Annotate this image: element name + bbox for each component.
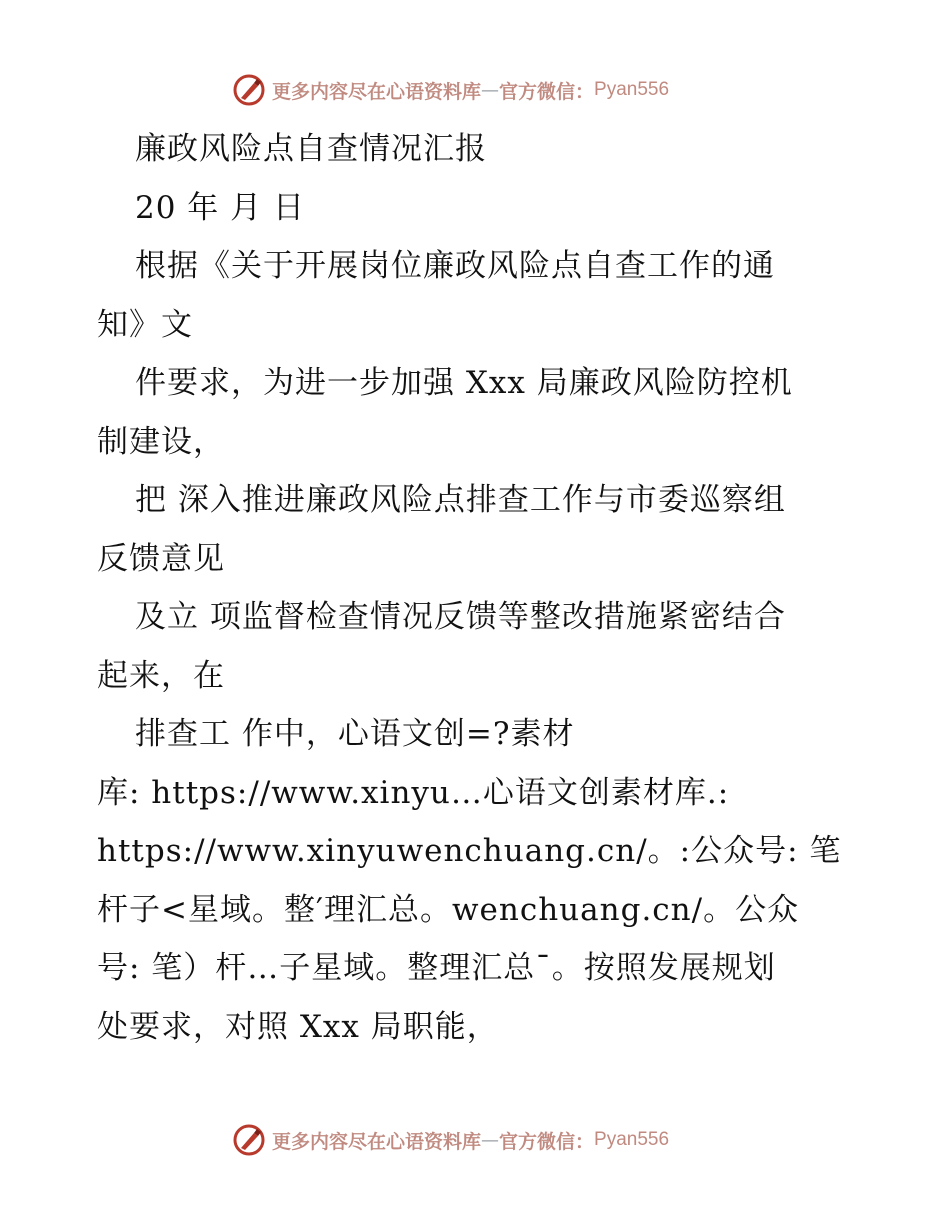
paragraph-line: 及立 项监督检查情况反馈等整改措施紧密结合 (135, 599, 786, 635)
watermark-separator: — (481, 79, 500, 101)
paragraph-line: 号: 笔）杆…子星域。整理汇总¯。按照发展规划 (97, 950, 776, 986)
paragraph-line: 根据《关于开展岗位廉政风险点自查工作的通 (135, 248, 775, 284)
watermark-separator: — (481, 1129, 500, 1151)
paragraph-line: 库: https://www.xinyu…心语文创素材库.: (97, 774, 730, 811)
pen-circle-logo-icon (232, 1123, 266, 1157)
watermark-text: 更多内容尽在心语资料库 (272, 1130, 482, 1153)
document-title: 廉政风险点自查情况汇报 (135, 131, 487, 167)
paragraph-line: 起来，在 (97, 657, 225, 694)
paragraph-line: https://www.xinyuwenchuang.cn/。:公众号: 笔 (97, 833, 842, 869)
watermark-wechat-label: 官方微信： (499, 1130, 595, 1153)
watermark-text: 更多内容尽在心语资料库 (272, 80, 482, 103)
footer-watermark-banner (232, 1122, 669, 1158)
paragraph-line: 排查工 作中，心语文创=?素材 (135, 716, 575, 752)
paragraph-line: 知》文 (97, 306, 193, 343)
document-body (97, 120, 842, 1056)
watermark-handle: Pyan556 (594, 79, 670, 100)
paragraph-line: 杆子<星域。整′理汇总。wenchuang.cn/。公众 (97, 891, 800, 928)
watermark-handle: Pyan556 (594, 1129, 670, 1150)
pen-circle-logo-icon (232, 73, 266, 107)
document-date: 20 年 月 日 (135, 189, 306, 226)
header-watermark-banner (232, 72, 669, 108)
paragraph-line: 件要求，为进一步加强 Xxx 局廉政风险防控机 (135, 365, 793, 401)
watermark-wechat-label: 官方微信： (499, 80, 595, 103)
paragraph-line: 制建设， (97, 423, 225, 460)
paragraph-line: 把 深入推进廉政风险点排查工作与市委巡察组 (135, 482, 786, 518)
paragraph-line: 反馈意见 (97, 540, 225, 577)
paragraph-line: 处要求，对照 Xxx 局职能， (97, 1008, 499, 1045)
